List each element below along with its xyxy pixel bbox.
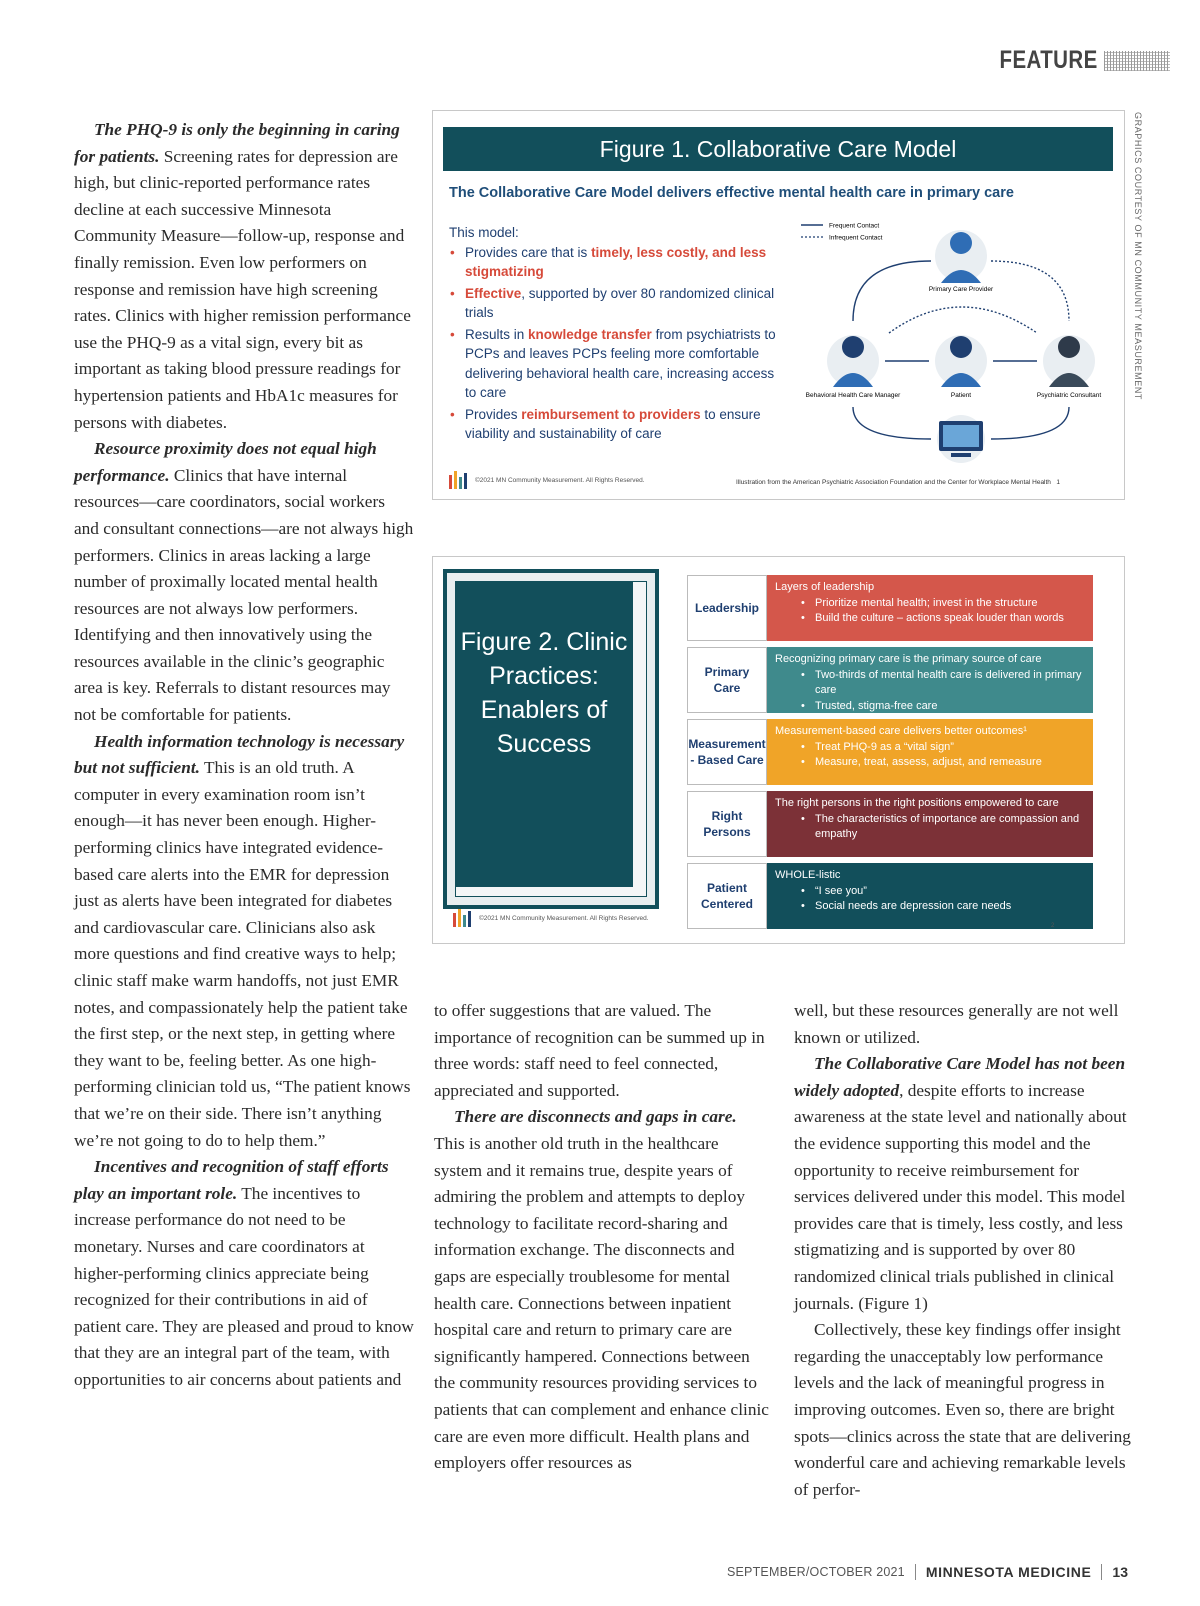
paragraph-lead: Incentives and recognition of staff efforts play an important role. xyxy=(74,1157,389,1203)
logo-bars-icon xyxy=(449,471,467,489)
row-bullet: • Trusted, stigma-free care xyxy=(775,699,1085,715)
practice-row-measurement xyxy=(687,719,1093,785)
paragraph-text: This is another old truth in the healthcare system and it remains true, despite years of admiring the problem and attempts to deploy technology to facilitate record-sharing and information exchange. The disconnects and gaps are especially troublesome for mental health care. Connections between inpatient hospital care and return to primary care are significantly hampered. Connections between the community resources providing services to patients that can complement and enhance clinic care are even more difficult. Health plans and employers offer resources as xyxy=(434,1133,769,1473)
role-patient: Patient xyxy=(950,392,972,399)
bullet-text: from psychiatrists to PCPs and leaves PCPs feeling more comfortable delivering behavioral health care, increasing access to care xyxy=(465,326,776,400)
row-label: Measurement - Based Care xyxy=(687,719,767,785)
paragraph-text: Clinics that have internal resources—care coordinators, social workers and consultant connections—are not always high performers. Clinics in areas lacking a large number of proximally located mental health resources are not always low performers. Identifying and then innovatively using the resources available in the clinic’s geographic area is key. Referrals to distant resources may not be comfortable for patients. xyxy=(74,465,414,725)
figure-1-title: Figure 1. Collaborative Care Model xyxy=(443,127,1113,171)
row-bullet: • Treat PHQ-9 as a “vital sign” xyxy=(775,740,1085,756)
figure-1 xyxy=(432,110,1125,500)
paragraph xyxy=(434,1104,769,1476)
figure-2-copyright: ©2021 MN Community Measurement. All Rights Reserved. xyxy=(479,914,649,922)
figure-1-intro: This model: xyxy=(449,225,519,240)
row-heading: The right persons in the right positions empowered to care xyxy=(775,797,1059,809)
legend xyxy=(801,223,883,242)
row-bullet: • Build the culture – actions speak louder than words xyxy=(775,611,1085,627)
pcp-person-icon xyxy=(929,230,994,293)
slide-number: 2 xyxy=(1051,923,1055,929)
paragraph-text: well, but these resources generally are not well known or utilized. xyxy=(794,1001,1119,1047)
care-team-diagram xyxy=(801,221,1116,471)
practice-row-patient-centered xyxy=(687,863,1093,929)
row-content xyxy=(767,863,1093,929)
row-bullet: • Measure, treat, assess, adjust, and remeasure xyxy=(775,755,1085,771)
figure-1-bullets xyxy=(449,223,789,446)
source-text: Illustration from the American Psychiatric Association Foundation and the Center for Workplace Mental Health xyxy=(736,479,1051,486)
paragraph xyxy=(74,1154,414,1393)
row-heading: WHOLE-listic xyxy=(775,869,841,881)
paragraph-text: Screening rates for depression are high, but clinic-reported performance rates decline at each successive Minnesota Community Measure—follow-up, response and finally remission. Even low performers on response and remission have high screening rates. Clinics with higher remission performance use the PHQ-9 as a vital sign, every bit as important as taking blood pressure readings for hypertension patients and HbA1c measures for persons with diabetes. xyxy=(74,146,411,432)
patient-person-icon xyxy=(935,335,987,399)
bullet-highlight: Effective xyxy=(465,285,522,301)
article-column-1 xyxy=(74,117,414,1394)
row-heading: Recognizing primary care is the primary source of care xyxy=(775,653,1042,665)
paragraph-text: This is an old truth. A computer in every examination room isn’t enough—it has never been enough. Higher-performing clinics have integrated evidence-based care alerts into the EMR for depression just as alerts have been integrated for diabetes and cardiovascular care. Clinicians also ask more questions and find creative ways to help; clinic staff make warm handoffs, not just EMR notes, and compassionately help the patient take the first step, or the next step, in getting where they want to be, feeling better. As one high-performing clinician told us, “The patient knows that we’re on their side. There isn’t anything we’re not going to do to help them.” xyxy=(74,758,411,1150)
paragraph-text: The incentives to increase performance do not need to be monetary. Nurses and care coordinators at higher-performing clinics appreciate being recognized for their contributions in aid of patient care. They are pleased and proud to know that they are an integral part of the team, with opportunities to air concerns about patients and xyxy=(74,1183,414,1389)
bullet-text: to ensure viability and sustainability of care xyxy=(465,406,761,441)
logo-bars-icon xyxy=(453,909,471,927)
paragraph-text: , despite efforts to increase awareness at the state level and nationally about the evidence supporting this model and the opportunity to receive reimbursement for services delivered under this model. This model provides care that is timely, less costly, and less stigmatizing and is supported by over 80 randomized clinical trials published in clinical journals. (Figure 1) xyxy=(794,1080,1127,1313)
row-bullet: • Social needs are depression care needs xyxy=(775,899,1085,915)
section-header xyxy=(978,46,1170,75)
paragraph xyxy=(74,436,414,729)
bullet-text: Results in xyxy=(465,326,529,342)
bullet-text: Provides xyxy=(465,406,522,422)
magazine-name: MINNESOTA MEDICINE xyxy=(925,1564,1092,1580)
practice-row-leadership xyxy=(687,575,1093,641)
article-column-3 xyxy=(794,998,1134,1503)
row-content xyxy=(767,791,1093,857)
paragraph xyxy=(794,998,1134,1051)
row-bullet: • The characteristics of importance are compassion and empathy xyxy=(775,812,1085,843)
figure-2-title: Figure 2. Clinic Practices: Enablers of Success xyxy=(455,581,633,887)
role-psychiatrist: Psychiatric Consultant xyxy=(1036,392,1102,399)
divider xyxy=(1101,1564,1102,1580)
section-pattern xyxy=(1104,51,1170,71)
paragraph xyxy=(794,1317,1134,1503)
row-label: Right Persons xyxy=(687,791,767,857)
slide-number: 1 xyxy=(1056,479,1060,486)
bullet-highlight: reimbursement to providers xyxy=(521,406,701,422)
paragraph-text: Collectively, these key findings offer insight regarding the unacceptably low performance levels and the lack of meaningful progress in improving outcomes. Even so, there are bright spots—clinics across the state that are delivering wonderful care and achieving remarkable levels of perfor- xyxy=(794,1320,1131,1499)
paragraph-lead: The PHQ-9 is only the beginning in caring for patients. xyxy=(74,120,400,166)
row-content xyxy=(767,719,1093,785)
bullet-highlight: timely, less costly, and less stigmatizing xyxy=(465,244,767,279)
bullet-text: Provides care that is xyxy=(465,244,592,260)
figure-1-subtitle: The Collaborative Care Model delivers effective mental health care in primary care xyxy=(449,185,1014,201)
bullet-item xyxy=(449,243,789,282)
bullet-item xyxy=(449,405,789,444)
legend-frequent: Frequent Contact xyxy=(829,222,880,230)
computer-icon xyxy=(937,415,985,463)
bullet-item xyxy=(449,325,789,403)
bullet-text: , supported by over 80 randomized clinical trials xyxy=(465,285,775,320)
graphics-credit: GRAPHICS COURTESY OF MN COMMUNITY MEASUREMENT xyxy=(1133,112,1143,401)
page-number: 13 xyxy=(1112,1564,1128,1580)
paragraph-lead: There are disconnects and gaps in care. xyxy=(454,1107,737,1127)
practice-row-right-persons xyxy=(687,791,1093,857)
paragraph xyxy=(74,729,414,1155)
row-bullet: • Prioritize mental health; invest in the structure xyxy=(775,596,1085,612)
figure-1-source xyxy=(736,479,1060,486)
row-content xyxy=(767,647,1093,713)
row-content xyxy=(767,575,1093,641)
care-manager-person-icon xyxy=(806,335,901,399)
section-label: FEATURE xyxy=(999,46,1098,74)
row-heading: Measurement-based care delivers better outcomes¹ xyxy=(775,725,1027,737)
figure-1-copyright: ©2021 MN Community Measurement. All Rights Reserved. xyxy=(475,476,645,484)
paragraph-lead: Resource proximity does not equal high performance. xyxy=(74,439,377,485)
paragraph xyxy=(794,1051,1134,1317)
mncm-logo xyxy=(449,471,645,489)
paragraph-lead: Health information technology is necessary but not sufficient. xyxy=(74,731,405,778)
role-pcp: Primary Care Provider xyxy=(928,286,994,293)
issue-date: SEPTEMBER/OCTOBER 2021 xyxy=(726,1565,905,1579)
psychiatrist-person-icon xyxy=(1037,335,1101,399)
mncm-logo xyxy=(453,909,649,927)
row-label: Leadership xyxy=(687,575,767,641)
row-bullet: • “I see you” xyxy=(775,884,1085,900)
figure-2 xyxy=(432,556,1125,944)
row-label: Primary Care xyxy=(687,647,767,713)
paragraph-lead: The Collaborative Care Model has not been widely adopted xyxy=(794,1054,1126,1100)
page-footer xyxy=(727,1564,1128,1580)
bullet-item xyxy=(449,284,789,323)
bullet-highlight: knowledge transfer xyxy=(528,326,652,342)
row-heading: Layers of leadership xyxy=(775,581,875,593)
paragraph-text: to offer suggestions that are valued. The importance of recognition can be summed up in three words: staff need to feel connected, appreciated and supported. xyxy=(434,1001,765,1100)
practice-row-primary-care xyxy=(687,647,1093,713)
divider xyxy=(915,1564,916,1580)
row-label: Patient Centered xyxy=(687,863,767,929)
article-column-2 xyxy=(434,998,769,1477)
paragraph xyxy=(74,117,414,436)
row-bullet: • Two-thirds of mental health care is delivered in primary care xyxy=(775,668,1085,699)
paragraph xyxy=(434,998,769,1104)
legend-infrequent: Infrequent Contact xyxy=(829,234,883,242)
role-care-manager: Behavioral Health Care Manager xyxy=(805,392,901,399)
